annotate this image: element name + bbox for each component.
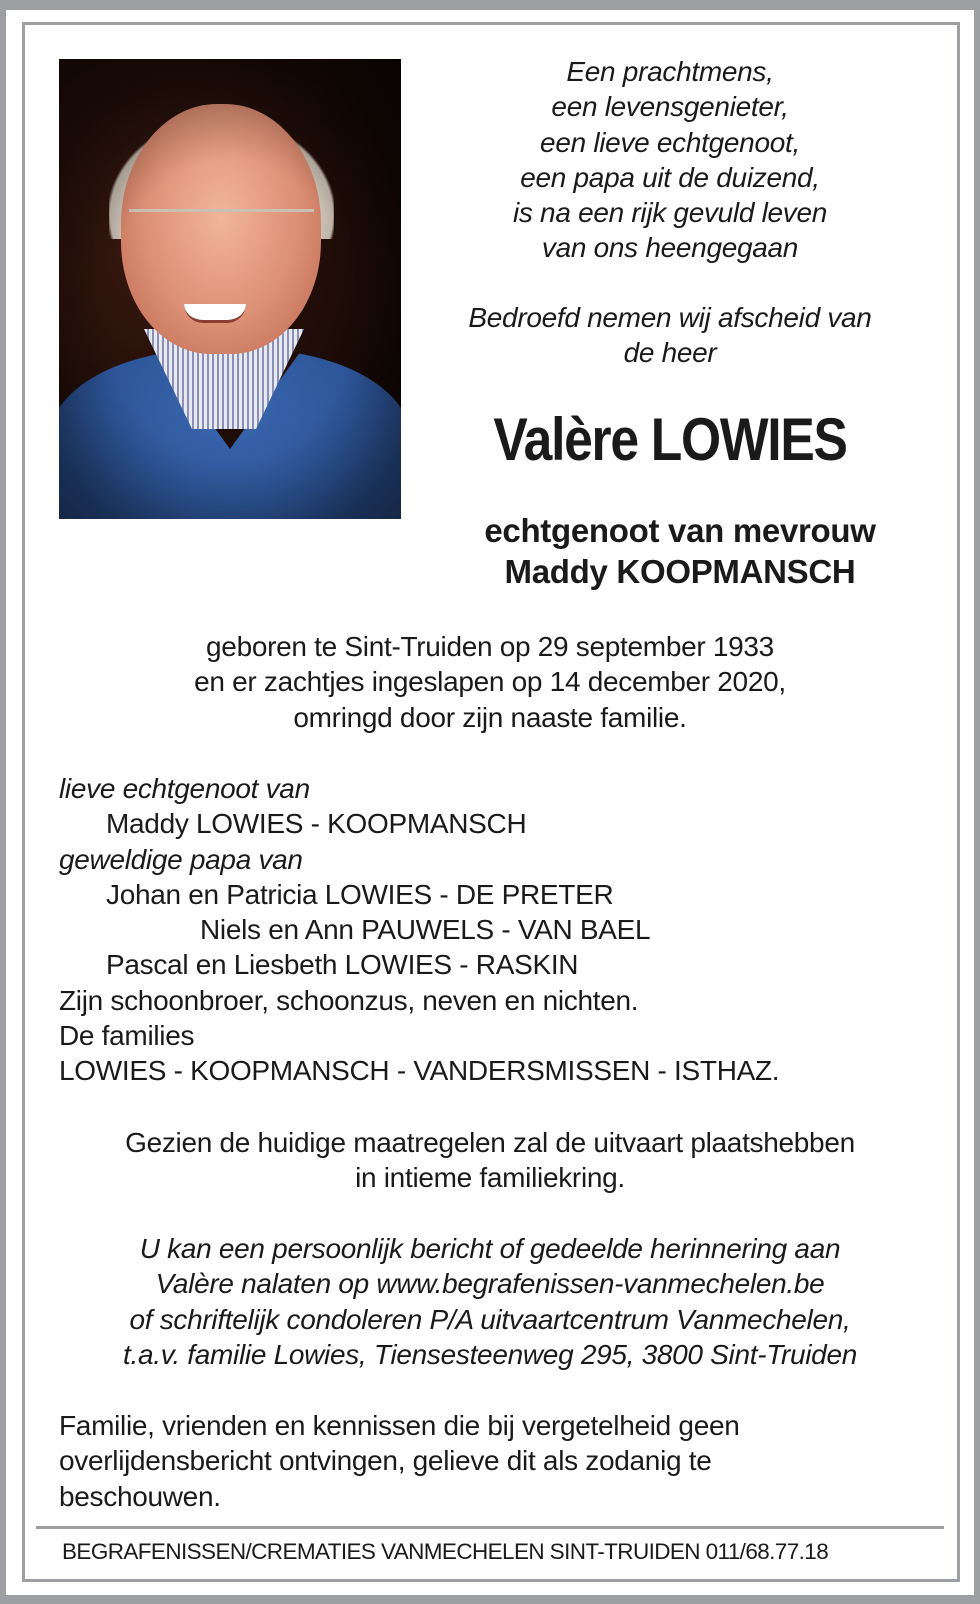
- family-list: [59, 771, 779, 1089]
- poem-line: van ons heengegaan: [541, 232, 799, 264]
- funeral-home-footer: BEGRAFENISSEN/CREMATIES VANMECHELEN SINT-TRUIDEN 011/68.77.18: [62, 1539, 829, 1564]
- funeral-note: Gezien de huidige maatregelen zal de uitvaart plaatshebben in intieme familiekring.: [125, 1127, 855, 1194]
- poem: [420, 54, 920, 266]
- spouse-heading: echtgenoot van mevrouw Maddy KOOPMANSCH: [484, 512, 876, 590]
- poem-line: Een prachtmens,: [566, 56, 774, 87]
- child-entry: Johan en Patricia LOWIES - DE PRETER: [106, 878, 614, 910]
- children-label: geweldige papa van: [59, 843, 303, 875]
- condolence-info: U kan een persoonlijk bericht of gedeelde herinnering aan Valère nalaten op www.begrafenissen-vanmechelen.be of schriftelijk condoleren P/A uitvaartcentrum Vanmechelen, t.a.v. familie Lowies, Tiensesteenweg 295, 3800 Sint-Truiden: [122, 1233, 857, 1370]
- child-entry: Pascal en Liesbeth LOWIES - RASKIN: [106, 949, 579, 981]
- relatives: Zijn schoonbroer, schoonzus, neven en nichten.: [59, 984, 639, 1016]
- poem-line: een papa uit de duizend,: [520, 161, 820, 193]
- spouse-name: Maddy LOWIES - KOOPMANSCH: [106, 808, 527, 840]
- farewell-text: Bedroefd nemen wij afscheid van de heer: [468, 302, 872, 369]
- footer-divider: [36, 1526, 944, 1529]
- spouse-label: lieve echtgenoot van: [59, 773, 310, 804]
- deceased-name: Valère LOWIES: [493, 406, 847, 473]
- portrait-photo: [59, 59, 401, 519]
- birth-death-info: geboren te Sint-Truiden op 29 september 1933 en er zachtjes ingeslapen op 14 december 2020, omringd door zijn naaste familie.: [194, 631, 786, 733]
- families: LOWIES - KOOPMANSCH - VANDERSMISSEN - ISTHAZ.: [59, 1055, 780, 1087]
- grandchild-entry: Niels en Ann PAUWELS - VAN BAEL: [200, 914, 651, 946]
- notice-text: Familie, vrienden en kennissen die bij vergetelheid geen overlijdensbericht ontvingen, gelieve dit als zodanig te beschouwen.: [59, 1410, 740, 1512]
- poem-line: een lieve echtgenoot,: [540, 126, 800, 158]
- poem-line: is na een rijk gevuld leven: [512, 197, 828, 229]
- poem-line: een levensgenieter,: [551, 91, 789, 123]
- families-label: De families: [59, 1020, 195, 1052]
